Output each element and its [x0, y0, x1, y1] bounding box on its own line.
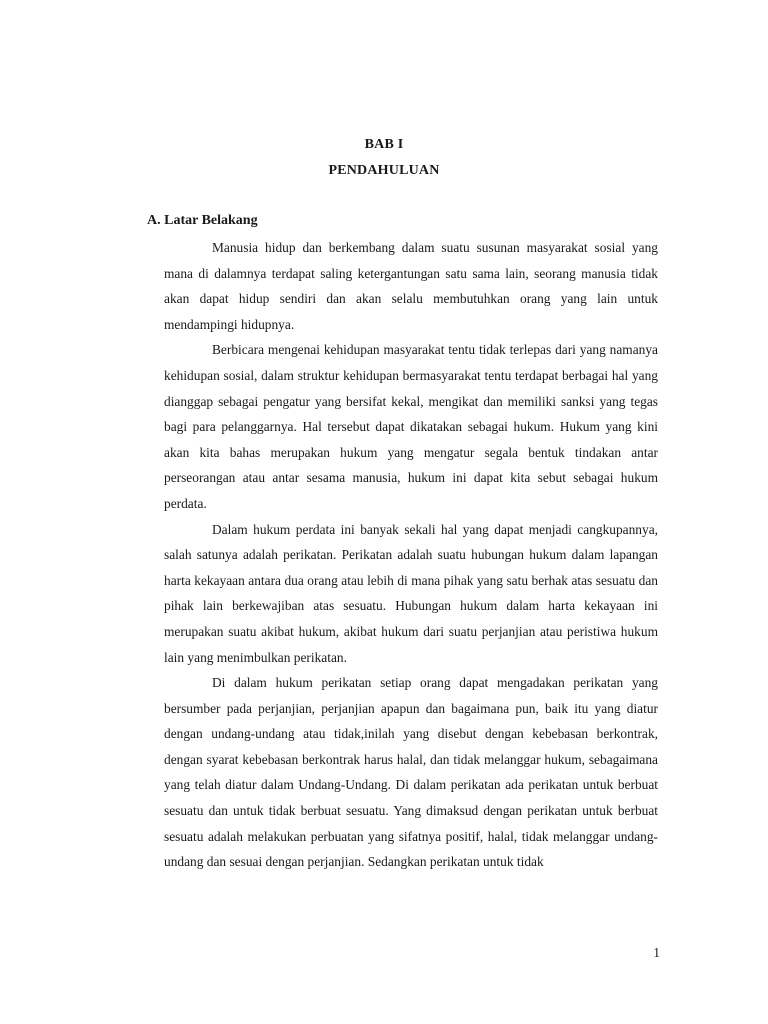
- chapter-title: PENDAHULUAN: [328, 163, 440, 178]
- paragraph: Berbicara mengenai kehidupan masyarakat tentu tidak terlepas dari yang namanya kehidupan sosial, dalam struktur kehidupan bermasyarakat tentu terdapat berbagai hal yang dianggap sebagai pengatur yang bersifat kekal, mengikat dan memiliki sanksi yang tegas bagi para pelanggarnya. Hal tersebut dapat dikatakan sebagai hukum. Hukum yang kini akan kita bahas merupakan hukum yang mengatur segala bentuk tindakan antar perseorangan atau antar sesama manusia, hukum ini dapat kita sebut sebagai hukum perdata.: [164, 342, 658, 511]
- chapter-label: BAB I: [364, 137, 404, 152]
- paragraph: Manusia hidup dan berkembang dalam suatu susunan masyarakat sosial yang mana di dalamnya terdapat saling ketergantungan satu sama lain, seorang manusia tidak akan dapat hidup sendiri dan akan selalu membutuhkan orang yang lain untuk mendampingi hidupnya.: [164, 240, 658, 332]
- body-text: [164, 235, 658, 875]
- paragraph: Dalam hukum perdata ini banyak sekali hal yang dapat menjadi cangkupannya, salah satunya adalah perikatan. Perikatan adalah suatu hubungan hukum dalam lapangan harta kekayaan antara dua orang atau lebih di mana pihak yang satu berhak atas sesuatu dan pihak lain berkewajiban atas sesuatu. Hubungan hukum dalam harta kekayaan ini merupakan suatu akibat hukum, akibat hukum dari suatu perjanjian atau peristiwa hukum lain yang menimbulkan perikatan.: [164, 521, 658, 665]
- page-number: 1: [653, 945, 660, 960]
- paragraph: Di dalam hukum perikatan setiap orang dapat mengadakan perikatan yang bersumber pada perjanjian, perjanjian apapun dan bagaimana pun, baik itu yang diatur dengan undang-undang atau tidak,inilah yang disebut dengan kebebasan berkontrak, dengan syarat kebebasan berkontrak harus halal, dan tidak melanggar hukum, sebagaimana yang telah diatur dalam Undang-Undang. Di dalam perikatan ada perikatan untuk berbuat sesuatu dan untuk tidak berbuat sesuatu. Yang dimaksud dengan perikatan untuk berbuat sesuatu adalah melakukan perbuatan yang sifatnya positif, halal, tidak melanggar undang-undang dan sesuai dengan perjanjian. Sedangkan perikatan untuk tidak: [164, 675, 658, 870]
- section-heading: A. Latar Belakang: [147, 213, 258, 228]
